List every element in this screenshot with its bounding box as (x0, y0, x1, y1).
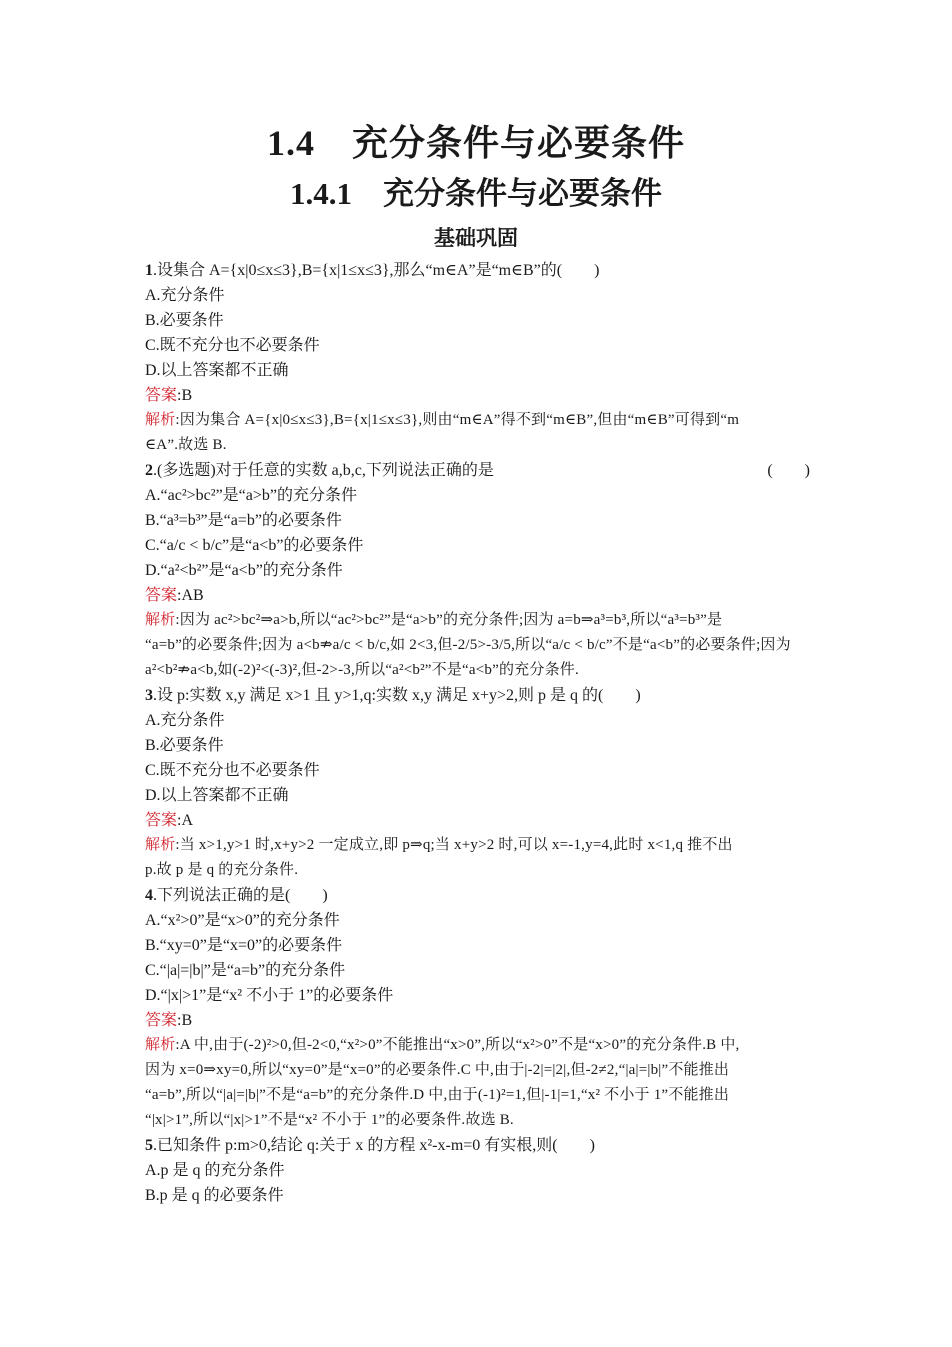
question-1-option-a: A.充分条件 (145, 287, 225, 304)
question-5-option-b: B.p 是 q 的必要条件 (145, 1187, 284, 1204)
question-list (145, 258, 810, 1208)
question-2-option-c: C.“a/c < b/c”是“a<b”的必要条件 (145, 537, 364, 554)
question-2-answer: 答案:AB (145, 587, 204, 604)
section-title: 1.4.1 充分条件与必要条件 (290, 176, 662, 211)
question-4-stem: 4.下列说法正确的是( ) (145, 887, 328, 904)
question-3-stem: 3.设 p:实数 x,y 满足 x>1 且 y>1,q:实数 x,y 满足 x+y>2,则 p 是 q 的( ) (145, 687, 641, 704)
question-4-analysis-cont: “|x|>1”,所以“|x|>1”不是“x² 不小于 1”的必要条件.故选 B. (145, 1112, 514, 1128)
chapter-title: 1.4 充分条件与必要条件 (266, 123, 685, 163)
question-2-option-d: D.“a²<b²”是“a<b”的充分条件 (145, 562, 343, 579)
question-3-analysis-cont: p.故 p 是 q 的充分条件. (145, 862, 299, 878)
question-3-option-a: A.充分条件 (145, 712, 225, 729)
question-1-option-b: B.必要条件 (145, 312, 224, 329)
question-4-option-d: D.“|x|>1”是“x² 不小于 1”的必要条件 (145, 987, 394, 1004)
question-4-analysis-cont: 因为 x=0⇒xy=0,所以“xy=0”是“x=0”的必要条件.C 中,由于|-2|=|2|,但-2≠2,“|a|=|b|”不能推出 (145, 1062, 730, 1078)
question-4-analysis-cont: “a=b”,所以“|a|=|b|”不是“a=b”的充分条件.D 中,由于(-1)²=1,但|-1|=1,“x² 不小于 1”不能推出 (145, 1087, 730, 1103)
question-4-answer: 答案:B (145, 1012, 193, 1029)
question-4-option-a: A.“x²>0”是“x>0”的充分条件 (145, 912, 340, 929)
question-4-option-b: B.“xy=0”是“x=0”的必要条件 (145, 937, 343, 954)
question-4-analysis: 解析:A 中,由于(-2)²>0,但-2<0,“x²>0”不能推出“x>0”,所以“x²>0”不是“x>0”的充分条件.B 中, (145, 1037, 740, 1053)
question-4-option-c: C.“|a|=|b|”是“a=b”的充分条件 (145, 962, 346, 979)
question-1-answer: 答案:B (145, 387, 193, 404)
subsection-title: 基础巩固 (434, 226, 518, 250)
question-1-analysis: 解析:因为集合 A={x|0≤x≤3},B={x|1≤x≤3},则由“m∈A”得不到“m∈B”,但由“m∈B”可得到“m (145, 412, 740, 428)
question-3-answer: 答案:A (145, 812, 194, 829)
question-3-option-c: C.既不充分也不必要条件 (145, 762, 320, 779)
question-3-option-b: B.必要条件 (145, 737, 224, 754)
question-1-option-c: C.既不充分也不必要条件 (145, 337, 320, 354)
question-1-option-d: D.以上答案都不正确 (145, 362, 289, 379)
question-2-analysis: 解析:因为 ac²>bc²⇒a>b,所以“ac²>bc²”是“a>b”的充分条件;因为 a=b⇒a³=b³,所以“a³=b³”是 (145, 612, 723, 628)
question-3-analysis: 解析:当 x>1,y>1 时,x+y>2 一定成立,即 p⇒q;当 x+y>2 时,可以 x=-1,y=4,此时 x<1,q 推不出 (145, 837, 733, 853)
question-2-option-b: B.“a³=b³”是“a=b”的必要条件 (145, 512, 342, 529)
question-5-stem: 5.已知条件 p:m>0,结论 q:关于 x 的方程 x²-x-m=0 有实根,则( ) (145, 1137, 595, 1154)
question-5-option-a: A.p 是 q 的充分条件 (145, 1162, 285, 1179)
question-1-stem: 1.设集合 A={x|0≤x≤3},B={x|1≤x≤3},那么“m∈A”是“m∈B”的( ) (145, 262, 600, 279)
question-2-analysis-cont: “a=b”的必要条件;因为 a<b⇏a/c < b/c,如 2<3,但-2/5>-3/5,所以“a/c < b/c”不是“a<b”的必要条件;因为 (145, 637, 791, 653)
question-2-stem: 2.(多选题)对于任意的实数 a,b,c,下列说法正确的是 ( ) (145, 462, 810, 479)
question-2-option-a: A.“ac²>bc²”是“a>b”的充分条件 (145, 487, 358, 504)
question-2-analysis-cont: a²<b²⇏a<b,如(-2)²<(-3)²,但-2>-3,所以“a²<b²”不是“a<b”的充分条件. (145, 662, 579, 678)
question-1-analysis-cont: ∈A”.故选 B. (145, 437, 227, 453)
question-3-option-d: D.以上答案都不正确 (145, 787, 289, 804)
